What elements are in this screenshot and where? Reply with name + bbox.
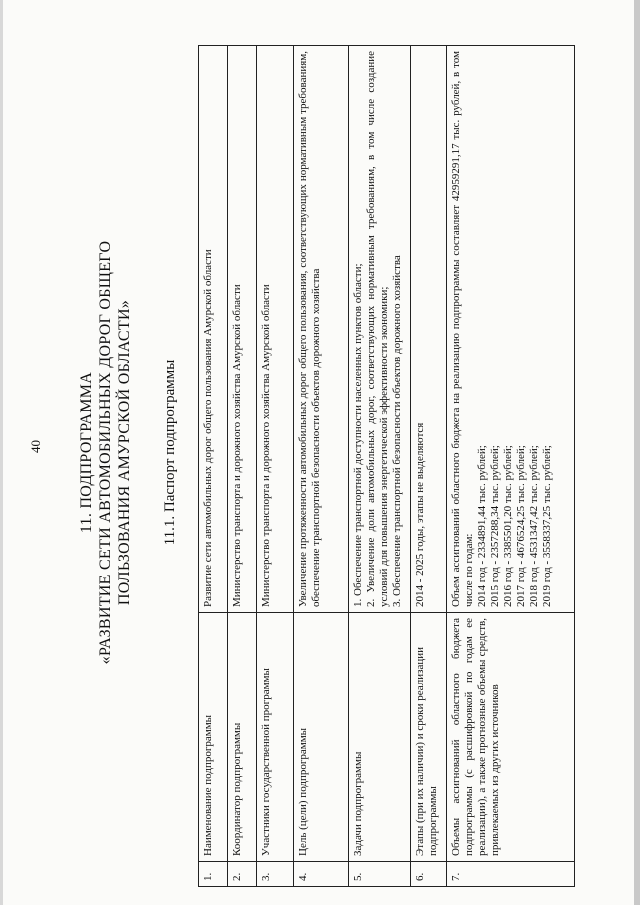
section-title-line-2: «РАЗВИТИЕ СЕТИ АВТОМОБИЛЬНЫХ ДОРОГ ОБЩЕГО [97, 240, 114, 665]
funding-year: 2014 год - 2334891,44 тыс. рублей; [476, 445, 488, 607]
funding-year: 2017 год - 4676524,25 тыс. рублей; [515, 445, 527, 607]
page-number: 40 [28, 440, 43, 453]
funding-intro: Объем ассигнований областного бюджета на реализацию подпрограммы составляет 42959291,17 тыс. рублей, в том числе по годам: [450, 51, 475, 607]
row-label: Цель (цели) подпрограммы [294, 613, 349, 862]
row-label: Координатор подпрограммы [228, 613, 257, 862]
row-label: Этапы (при их наличии) и сроки реализации подпрограммы [411, 613, 447, 862]
row-value: Министерство транспорта и дорожного хозяйства Амурской области [257, 46, 294, 613]
passport-table [198, 45, 575, 887]
row-value-funding [447, 46, 575, 613]
row-label: Наименование подпрограммы [199, 613, 228, 862]
funding-year: 2016 год - 3385501,20 тыс. рублей; [502, 445, 514, 607]
funding-year: 2018 год - 4531347,42 тыс. рублей; [528, 445, 540, 607]
row-label: Задачи подпрограммы [349, 613, 411, 862]
section-title-line-1: 11. ПОДПРОГРАММА [78, 371, 95, 534]
row-value: Увеличение протяженности автомобильных дорог общего пользования, соответствующих нормативным требованиям, обеспечение транспортной безопасности объектов дорожного хозяйства [294, 46, 349, 613]
row-number: 3. [257, 862, 294, 887]
table-row [349, 46, 411, 887]
row-value: 2014 - 2025 годы, этапы не выделяются [411, 46, 447, 613]
section-title-line-3: ПОЛЬЗОВАНИЯ АМУРСКОЙ ОБЛАСТИ» [116, 299, 133, 606]
table-row [294, 46, 349, 887]
row-number: 2. [228, 862, 257, 887]
funding-year: 2015 год - 2357288,34 тыс. рублей; [489, 445, 501, 607]
task-item: 3. Обеспечение транспортной безопасности объектов дорожного хозяйства [391, 255, 403, 607]
subsection-title: 11.1. Паспорт подпрограммы [162, 359, 178, 546]
row-number: 7. [447, 862, 575, 887]
row-value: Развитие сети автомобильных дорог общего пользования Амурской области [199, 46, 228, 613]
task-item: 2. Увеличение доли автомобильных дорог, соответствующих нормативным требованиям, в том числе создание условий для повышения энергетической эффективности экономики; [365, 51, 390, 607]
row-number: 6. [411, 862, 447, 887]
table-row [447, 46, 575, 887]
row-number: 4. [294, 862, 349, 887]
table-row [257, 46, 294, 887]
task-item: 1. Обеспечение транспортной доступности населенных пунктов области; [352, 263, 364, 607]
row-number: 1. [199, 862, 228, 887]
funding-year: 2019 год - 3558337,25 тыс. рублей; [541, 445, 553, 607]
table-row [228, 46, 257, 887]
row-label: Объемы ассигнований областного бюджета подпрограммы (с расшифровкой по годам ее реализации), а также прогнозные объемы средств, привлекаемых из других источников [447, 613, 575, 862]
row-value: Министерство транспорта и дорожного хозяйства Амурской области [228, 46, 257, 613]
row-number: 5. [349, 862, 411, 887]
row-label: Участники государственной программы [257, 613, 294, 862]
table-row [199, 46, 228, 887]
table-row [411, 46, 447, 887]
row-value-tasks [349, 46, 411, 613]
